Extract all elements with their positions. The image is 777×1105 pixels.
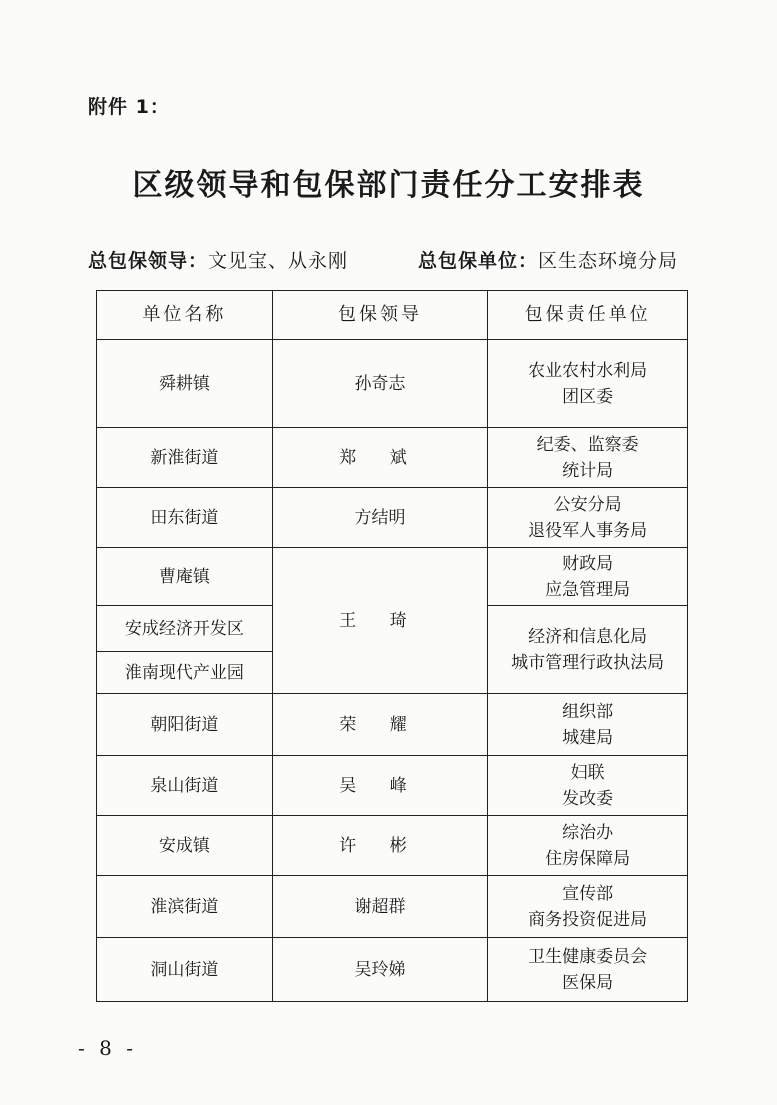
dept-line: 综治办: [562, 822, 614, 843]
unit-cell: 新淮街道: [97, 428, 273, 488]
dept-line: 财政局: [562, 553, 614, 574]
dept-cell: [488, 938, 688, 1002]
leader-cell: 荣 耀: [272, 694, 488, 756]
overall-leader: [88, 250, 348, 272]
leader-cell: 谢超群: [272, 876, 488, 938]
table-row: [97, 756, 688, 816]
dept-line: 医保局: [562, 972, 614, 993]
dept-cell: [488, 606, 688, 694]
dept-line: 发改委: [562, 788, 614, 809]
page-number: - 8 -: [78, 1036, 137, 1060]
table-row: [97, 816, 688, 876]
dept-line: 城建局: [562, 727, 614, 748]
attachment-label: 附件 1：: [88, 96, 170, 118]
unit-cell: 田东街道: [97, 488, 273, 548]
dept-line: 统计局: [562, 460, 614, 481]
dept-line: 公安分局: [553, 494, 622, 515]
unit-cell: 淮滨街道: [97, 876, 273, 938]
dept-line: 组织部: [562, 701, 614, 722]
overall-leader-value: 文见宝、从永刚: [208, 250, 349, 272]
leader-cell: 吴 峰: [272, 756, 488, 816]
dept-cell: [488, 694, 688, 756]
dept-line: 纪委、监察委: [536, 434, 639, 455]
unit-cell: 朝阳街道: [97, 694, 273, 756]
dept-line: 应急管理局: [545, 579, 631, 600]
unit-cell: 舜耕镇: [97, 340, 273, 428]
unit-cell: 洞山街道: [97, 938, 273, 1002]
table-row: [97, 694, 688, 756]
table-header-row: [97, 291, 688, 340]
shared-leader-cell: 王 琦: [272, 548, 488, 694]
table-row: [97, 340, 688, 428]
unit-cell: 淮南现代产业园: [97, 652, 273, 694]
overall-unit-label: 总包保单位：: [418, 250, 539, 272]
unit-cell: 安成经济开发区: [97, 606, 273, 652]
dept-line: 宣传部: [562, 883, 614, 904]
dept-line: 经济和信息化局: [528, 626, 648, 647]
dept-cell: [488, 876, 688, 938]
overall-leader-label: 总包保领导：: [88, 250, 209, 272]
leader-cell: 郑 斌: [272, 428, 488, 488]
dept-line: 妇联: [570, 762, 605, 783]
dept-cell: [488, 340, 688, 428]
responsibility-table: [96, 290, 688, 1002]
header-unit-name: 单位名称: [97, 291, 273, 340]
header-responsible-dept: 包保责任单位: [488, 291, 688, 340]
table-row: [97, 938, 688, 1002]
table-row: [97, 548, 688, 606]
overall-unit: [418, 246, 678, 273]
dept-cell: [488, 428, 688, 488]
overall-leaders-line: [88, 246, 698, 273]
header-leader: 包保领导: [272, 291, 488, 340]
dept-cell: [488, 816, 688, 876]
table-row: [97, 488, 688, 548]
leader-cell: 许 彬: [272, 816, 488, 876]
leader-cell: 方结明: [272, 488, 488, 548]
dept-line: 农业农村水利局: [528, 360, 648, 381]
dept-cell: [488, 488, 688, 548]
table-row: [97, 876, 688, 938]
dept-cell: [488, 756, 688, 816]
unit-cell: 泉山街道: [97, 756, 273, 816]
dept-line: 卫生健康委员会: [528, 946, 648, 967]
table-row: [97, 428, 688, 488]
dept-line: 团区委: [562, 386, 614, 407]
dept-line: 住房保障局: [545, 848, 631, 869]
document-title: 区级领导和包保部门责任分工安排表: [132, 168, 645, 203]
overall-unit-value: 区生态环境分局: [538, 250, 679, 272]
dept-line: 商务投资促进局: [528, 909, 648, 930]
leader-cell: 孙奇志: [272, 340, 488, 428]
unit-cell: 安成镇: [97, 816, 273, 876]
leader-cell: 吴玲娣: [272, 938, 488, 1002]
dept-line: 城市管理行政执法局: [511, 652, 665, 673]
dept-line: 退役军人事务局: [528, 520, 648, 541]
unit-cell: 曹庵镇: [97, 548, 273, 606]
dept-cell: [488, 548, 688, 606]
